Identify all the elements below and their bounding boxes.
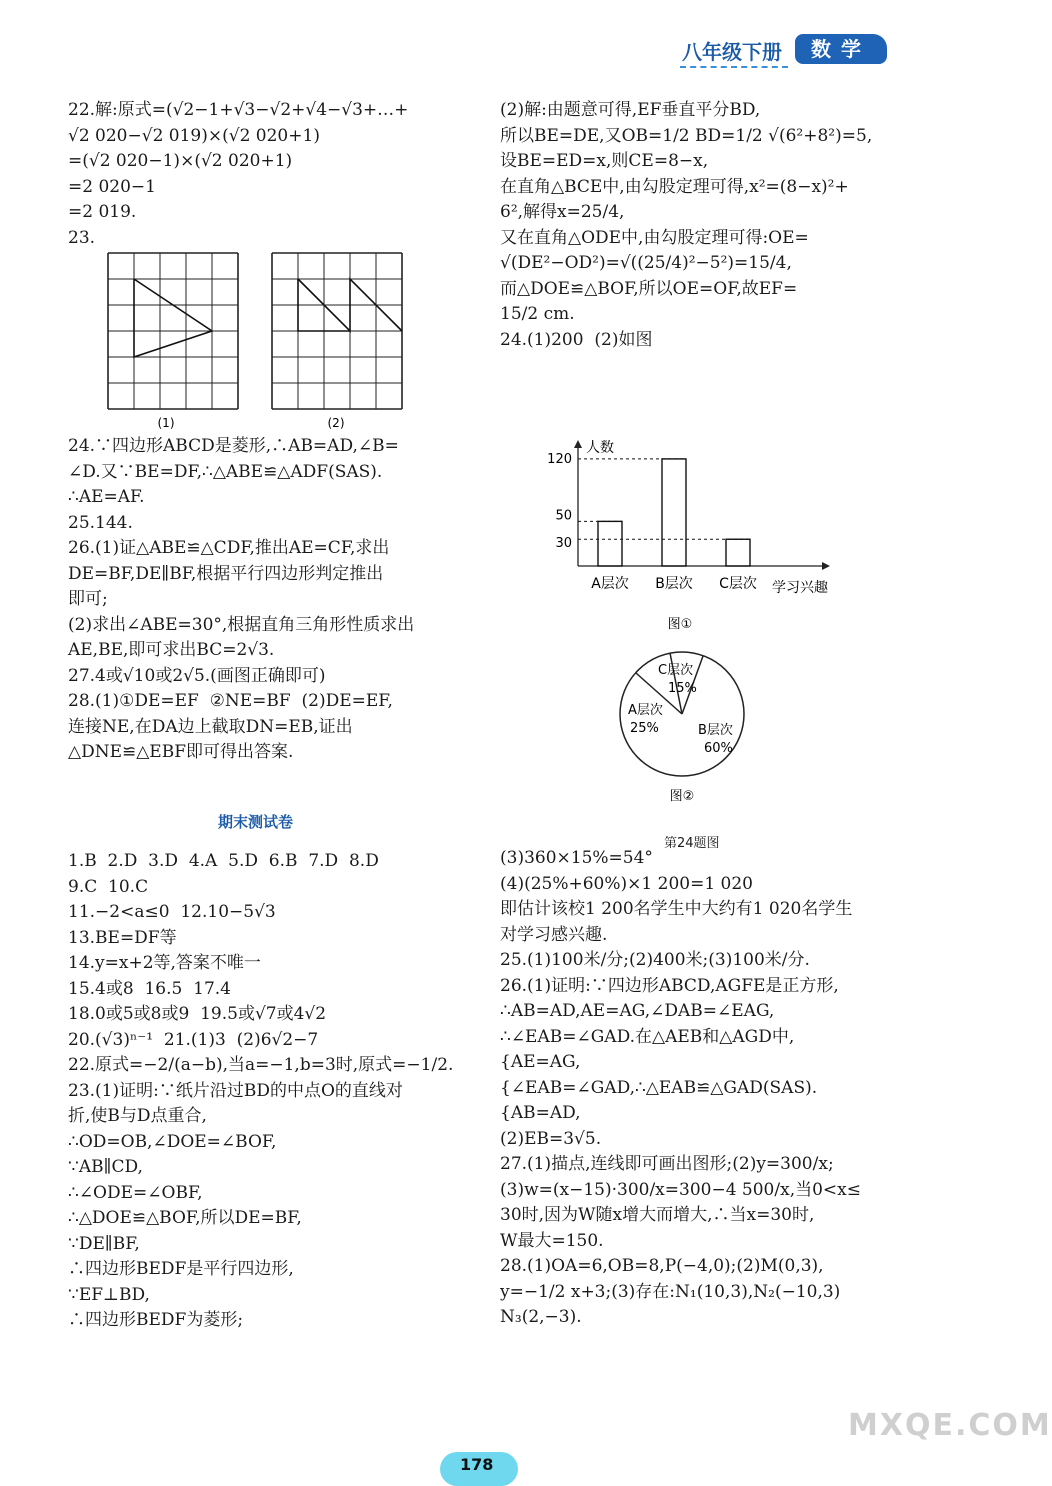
answer-line: 在直角△BCE中,由勾股定理可得,x²=(8−x)²+ xyxy=(500,176,849,197)
answer-line: 25.(1)100米/分;(2)400米;(3)100米/分. xyxy=(500,950,810,970)
answer-line: ∴AB=AD,AE=AG,∠DAB=∠EAG, xyxy=(500,1001,775,1021)
answer-line: (2)解:由题意可得,EF垂直平分BD, xyxy=(500,100,761,120)
pie-c-label: C层次 xyxy=(658,663,694,678)
answer-line: ∴∠ODE=∠OBF, xyxy=(68,1182,203,1203)
fig2-caption: 图② xyxy=(669,789,695,804)
y-tick-label: 50 xyxy=(555,508,572,524)
answer-line: 即估计该校1 200名学生中大约有1 020名学生 xyxy=(500,899,853,919)
answer-line: 28.(1)①DE=EF ②NE=BF (2)DE=EF, xyxy=(68,691,393,711)
answer-line: ∴∠EAB=∠GAD.在△AEB和△AGD中, xyxy=(500,1026,795,1047)
right-column xyxy=(500,98,895,353)
answer-line: 折,使B与D点重合, xyxy=(68,1106,207,1126)
answer-line: 20.(√3)ⁿ⁻¹ 21.(1)3 (2)6√2−7 xyxy=(68,1029,319,1050)
grid-caption-1: (1) xyxy=(157,416,175,430)
answer-line: 22.解:原式=(√2−1+√3−√2+√4−√3+…+ xyxy=(68,100,409,120)
answer-line: 28.(1)OA=6,OB=8,P(−4,0);(2)M(0,3), xyxy=(500,1256,824,1276)
answer-line: 26.(1)证△ABE≌△CDF,推出AE=CF,求出 xyxy=(68,538,390,558)
answer-line: 27.(1)描点,连线即可画出图形;(2)y=300/x; xyxy=(500,1154,834,1174)
pie-a-label: A层次 xyxy=(628,703,663,718)
bar xyxy=(598,521,622,566)
header-grade: 八年级下册 xyxy=(682,40,782,64)
answer-line: AE,BE,即可求出BC=2√3. xyxy=(68,640,275,660)
answer-line: 15/2 cm. xyxy=(500,304,575,324)
answer-line: ∴AE=AF. xyxy=(68,487,145,507)
answer-line: 27.4或√10或2√5.(画图正确即可) xyxy=(68,665,326,686)
pie-a-pct: 25% xyxy=(630,721,659,736)
answer-line: (4)(25%+60%)×1 200=1 020 xyxy=(500,873,753,894)
answer-line: ∴△DOE≌△BOF,所以DE=BF, xyxy=(68,1208,302,1228)
answer-line: ∠D.又∵BE=DF,∴△ABE≌△ADF(SAS). xyxy=(68,461,383,482)
right-column-bottom xyxy=(500,846,895,1331)
page-number: 178 xyxy=(460,1455,494,1474)
answer-line: 9.C 10.C xyxy=(68,876,149,897)
bar xyxy=(726,539,750,566)
pie-c-pct: 15% xyxy=(668,681,697,696)
drawn-shape xyxy=(134,279,212,357)
answer-line: 对学习感兴趣. xyxy=(500,924,608,945)
answer-line: 设BE=ED=x,则CE=8−x, xyxy=(500,151,709,171)
answer-line: y=−1/2 x+3;(3)存在:N₁(10,3),N₂(−10,3) xyxy=(500,1281,841,1302)
category-label: B层次 xyxy=(655,576,693,592)
answer-line: 22.原式=−2/(a−b),当a=−1,b=3时,原式=−1/2. xyxy=(68,1055,454,1075)
answer-line: =2 019. xyxy=(68,202,137,222)
answer-line: (3)360×15%=54° xyxy=(500,848,653,868)
answer-line: 11.−2<a≤0 12.10−5√3 xyxy=(68,902,276,922)
answer-line: ∵EF⊥BD, xyxy=(68,1284,150,1305)
answer-line: DE=BF,DE∥BF,根据平行四边形判定推出 xyxy=(68,563,384,584)
header-subject-badge: 数学 xyxy=(795,34,887,64)
left-column xyxy=(68,98,463,766)
answer-line: {AB=AD, xyxy=(500,1103,581,1123)
answer-line: √2 020−√2 019)×(√2 020+1) xyxy=(68,125,320,146)
answer-line: 又在直角△ODE中,由勾股定理可得:OE= xyxy=(500,227,809,248)
grid-caption-2: (2) xyxy=(327,416,345,430)
answer-line: ∴四边形BEDF是平行四边形, xyxy=(68,1259,294,1279)
answer-line: 24.(1)200 (2)如图 xyxy=(500,329,653,350)
answer-line: (2)EB=3√5. xyxy=(500,1128,602,1149)
y-axis-label: 人数 xyxy=(586,440,614,456)
pie-b-label: B层次 xyxy=(698,723,733,738)
x-axis-label: 学习兴趣 xyxy=(772,580,828,596)
category-label: C层次 xyxy=(719,576,757,592)
answer-line: 25.144. xyxy=(68,512,133,533)
answer-line: 而△DOE≌△BOF,所以OE=OF,故EF= xyxy=(500,278,798,299)
answer-line: ∵AB∥CD, xyxy=(68,1157,143,1177)
answer-line: 23. xyxy=(68,227,96,248)
answer-line: 26.(1)证明:∵四边形ABCD,AGFE是正方形, xyxy=(500,975,839,996)
answer-line: ∵DE∥BF, xyxy=(68,1233,140,1254)
header-underline xyxy=(680,66,788,68)
answer-line: 13.BE=DF等 xyxy=(68,927,177,948)
y-tick-label: 30 xyxy=(555,536,572,552)
watermark: MXQE.COM xyxy=(848,1408,1052,1443)
bar xyxy=(662,459,686,566)
answer-line: ∴OD=OB,∠DOE=∠BOF, xyxy=(68,1131,277,1152)
category-label: A层次 xyxy=(591,576,629,592)
figure-caption: 第24题图 xyxy=(664,836,720,851)
answer-line: 6²,解得x=25/4, xyxy=(500,202,625,222)
answer-line: {∠EAB=∠GAD,∴△EAB≌△GAD(SAS). xyxy=(500,1077,818,1098)
answer-line: 18.0或5或8或9 19.5或√7或4√2 xyxy=(68,1004,327,1024)
section-title: 期末测试卷 xyxy=(218,813,294,831)
answer-line: W最大=150. xyxy=(500,1230,604,1251)
answer-line: (3)w=(x−15)·300/x=300−4 500/x,当0<x≤ xyxy=(500,1179,861,1200)
answer-line: =(√2 020−1)×(√2 020+1) xyxy=(68,151,293,171)
pie-b-pct: 60% xyxy=(704,741,733,756)
grid-figures xyxy=(68,249,428,434)
answer-line: {AE=AG, xyxy=(500,1052,581,1072)
y-tick-label: 120 xyxy=(547,451,572,467)
answer-line: 30时,因为W随x增大而增大,∴当x=30时, xyxy=(500,1205,815,1225)
answer-line: 所以BE=DE,又OB=1/2 BD=1/2 √(6²+8²)=5, xyxy=(500,125,873,146)
bar-chart xyxy=(540,432,860,632)
answer-line: 23.(1)证明:∵纸片沿过BD的中点O的直线对 xyxy=(68,1080,403,1101)
left-column-final xyxy=(68,849,463,1334)
answer-line: △DNE≌△EBF即可得出答案. xyxy=(68,742,294,762)
answer-line: √(DE²−OD²)=√((25/4)²−5²)=15/4, xyxy=(500,253,792,273)
answer-line: 14.y=x+2等,答案不唯一 xyxy=(68,953,261,973)
answer-line: 24.∵四边形ABCD是菱形,∴AB=AD,∠B= xyxy=(68,436,399,456)
answer-line: N₃(2,−3). xyxy=(500,1307,582,1327)
answer-line: =2 020−1 xyxy=(68,176,156,197)
answer-line: 即可; xyxy=(68,589,108,609)
pie-chart xyxy=(600,640,780,810)
answer-line: ∴四边形BEDF为菱形; xyxy=(68,1310,244,1330)
answer-line: (2)求出∠ABE=30°,根据直角三角形性质求出 xyxy=(68,614,415,635)
answer-line: 15.4或8 16.5 17.4 xyxy=(68,978,231,999)
answer-line: 连接NE,在DA边上截取DN=EB,证出 xyxy=(68,716,353,737)
answer-line: 1.B 2.D 3.D 4.A 5.D 6.B 7.D 8.D xyxy=(68,851,379,871)
fig1-caption: 图① xyxy=(667,617,693,632)
